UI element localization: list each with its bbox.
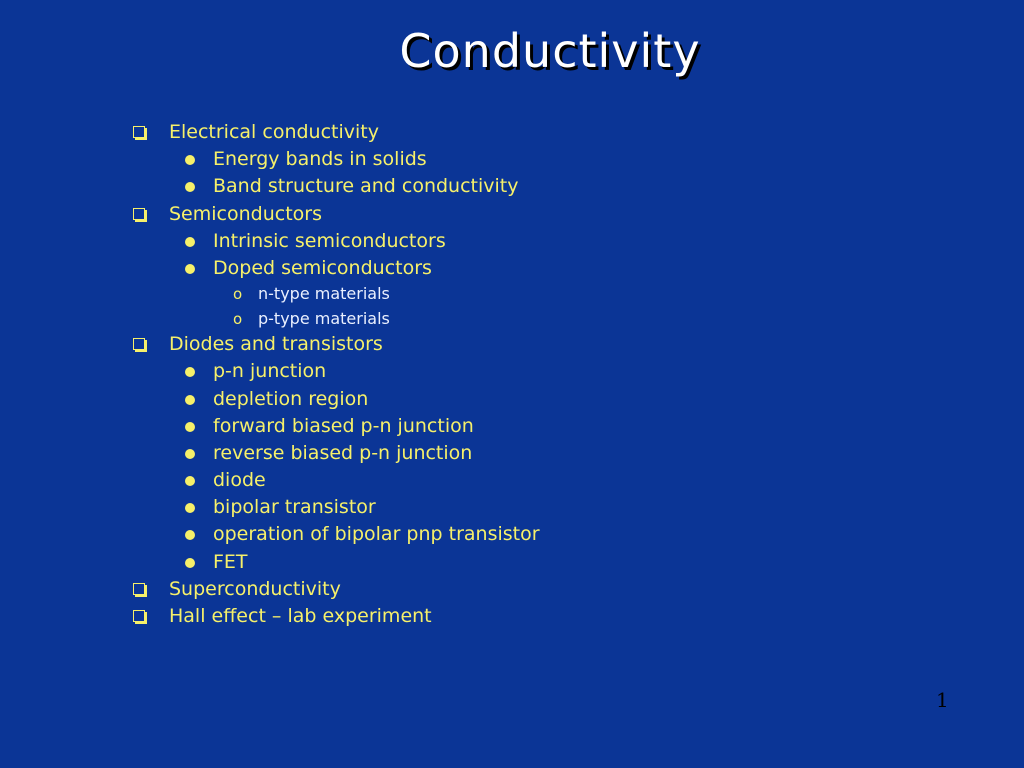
dot-bullet-icon: [185, 182, 195, 192]
list-item: [0, 173, 1024, 200]
dot-bullet-icon: [185, 264, 195, 274]
list-item-text: reverse biased p-n junction: [213, 441, 473, 464]
list-item-text: operation of bipolar pnp transistor: [213, 523, 540, 546]
dot-bullet-icon: [185, 449, 195, 459]
list-item-text: Band structure and conductivity: [213, 175, 519, 198]
circle-bullet-icon: o: [233, 285, 243, 304]
dot-bullet-icon: [185, 237, 195, 247]
list-item-text: n-type materials: [258, 284, 390, 304]
list-item-text: Semiconductors: [169, 202, 322, 225]
list-item: [0, 440, 1024, 467]
dot-bullet-icon: [185, 367, 195, 377]
list-item-text: diode: [213, 469, 266, 492]
dot-bullet-icon: [185, 422, 195, 432]
list-item-text: forward biased p-n junction: [213, 414, 474, 437]
list-item: [0, 331, 1024, 358]
list-item: [0, 228, 1024, 255]
list-item: [0, 386, 1024, 413]
square-bullet-icon: [133, 126, 145, 138]
list-item: [0, 119, 1024, 146]
list-item: [0, 413, 1024, 440]
list-item-text: Diodes and transistors: [169, 333, 383, 356]
list-item-text: Intrinsic semiconductors: [213, 229, 446, 252]
square-bullet-icon: [133, 610, 145, 622]
square-bullet-icon: [133, 208, 145, 220]
dot-bullet-icon: [185, 558, 195, 568]
square-bullet-icon: [133, 338, 145, 350]
slide-title: Conductivity: [399, 24, 701, 78]
list-item-text: Hall effect – lab experiment: [169, 605, 432, 627]
circle-bullet-icon: o: [233, 309, 243, 328]
dot-bullet-icon: [185, 395, 195, 405]
list-item: [0, 549, 1024, 576]
list-item: [0, 146, 1024, 173]
list-item: [0, 201, 1024, 228]
page-number: 1: [936, 688, 949, 712]
list-item-text: Doped semiconductors: [213, 256, 432, 279]
list-item: [0, 307, 1024, 332]
list-item: [0, 494, 1024, 521]
list-item-text: bipolar transistor: [213, 496, 376, 519]
list-item: [0, 467, 1024, 494]
list-item-text: Superconductivity: [169, 577, 341, 600]
list-item-text: Electrical conductivity: [169, 121, 379, 143]
list-item: [0, 521, 1024, 548]
list-item: [0, 282, 1024, 307]
list-item: [0, 576, 1024, 603]
list-item: [0, 358, 1024, 385]
list-item: [0, 255, 1024, 282]
bullet-outline: [0, 119, 1024, 630]
dot-bullet-icon: [185, 155, 195, 165]
list-item: [0, 603, 1024, 630]
dot-bullet-icon: [185, 530, 195, 540]
dot-bullet-icon: [185, 476, 195, 486]
list-item-text: FET: [213, 550, 248, 573]
dot-bullet-icon: [185, 503, 195, 513]
square-bullet-icon: [133, 583, 145, 595]
list-item-text: p-n junction: [213, 360, 327, 383]
list-item-text: Energy bands in solids: [213, 148, 427, 171]
list-item-text: depletion region: [213, 387, 369, 410]
list-item-text: p-type materials: [258, 308, 390, 328]
